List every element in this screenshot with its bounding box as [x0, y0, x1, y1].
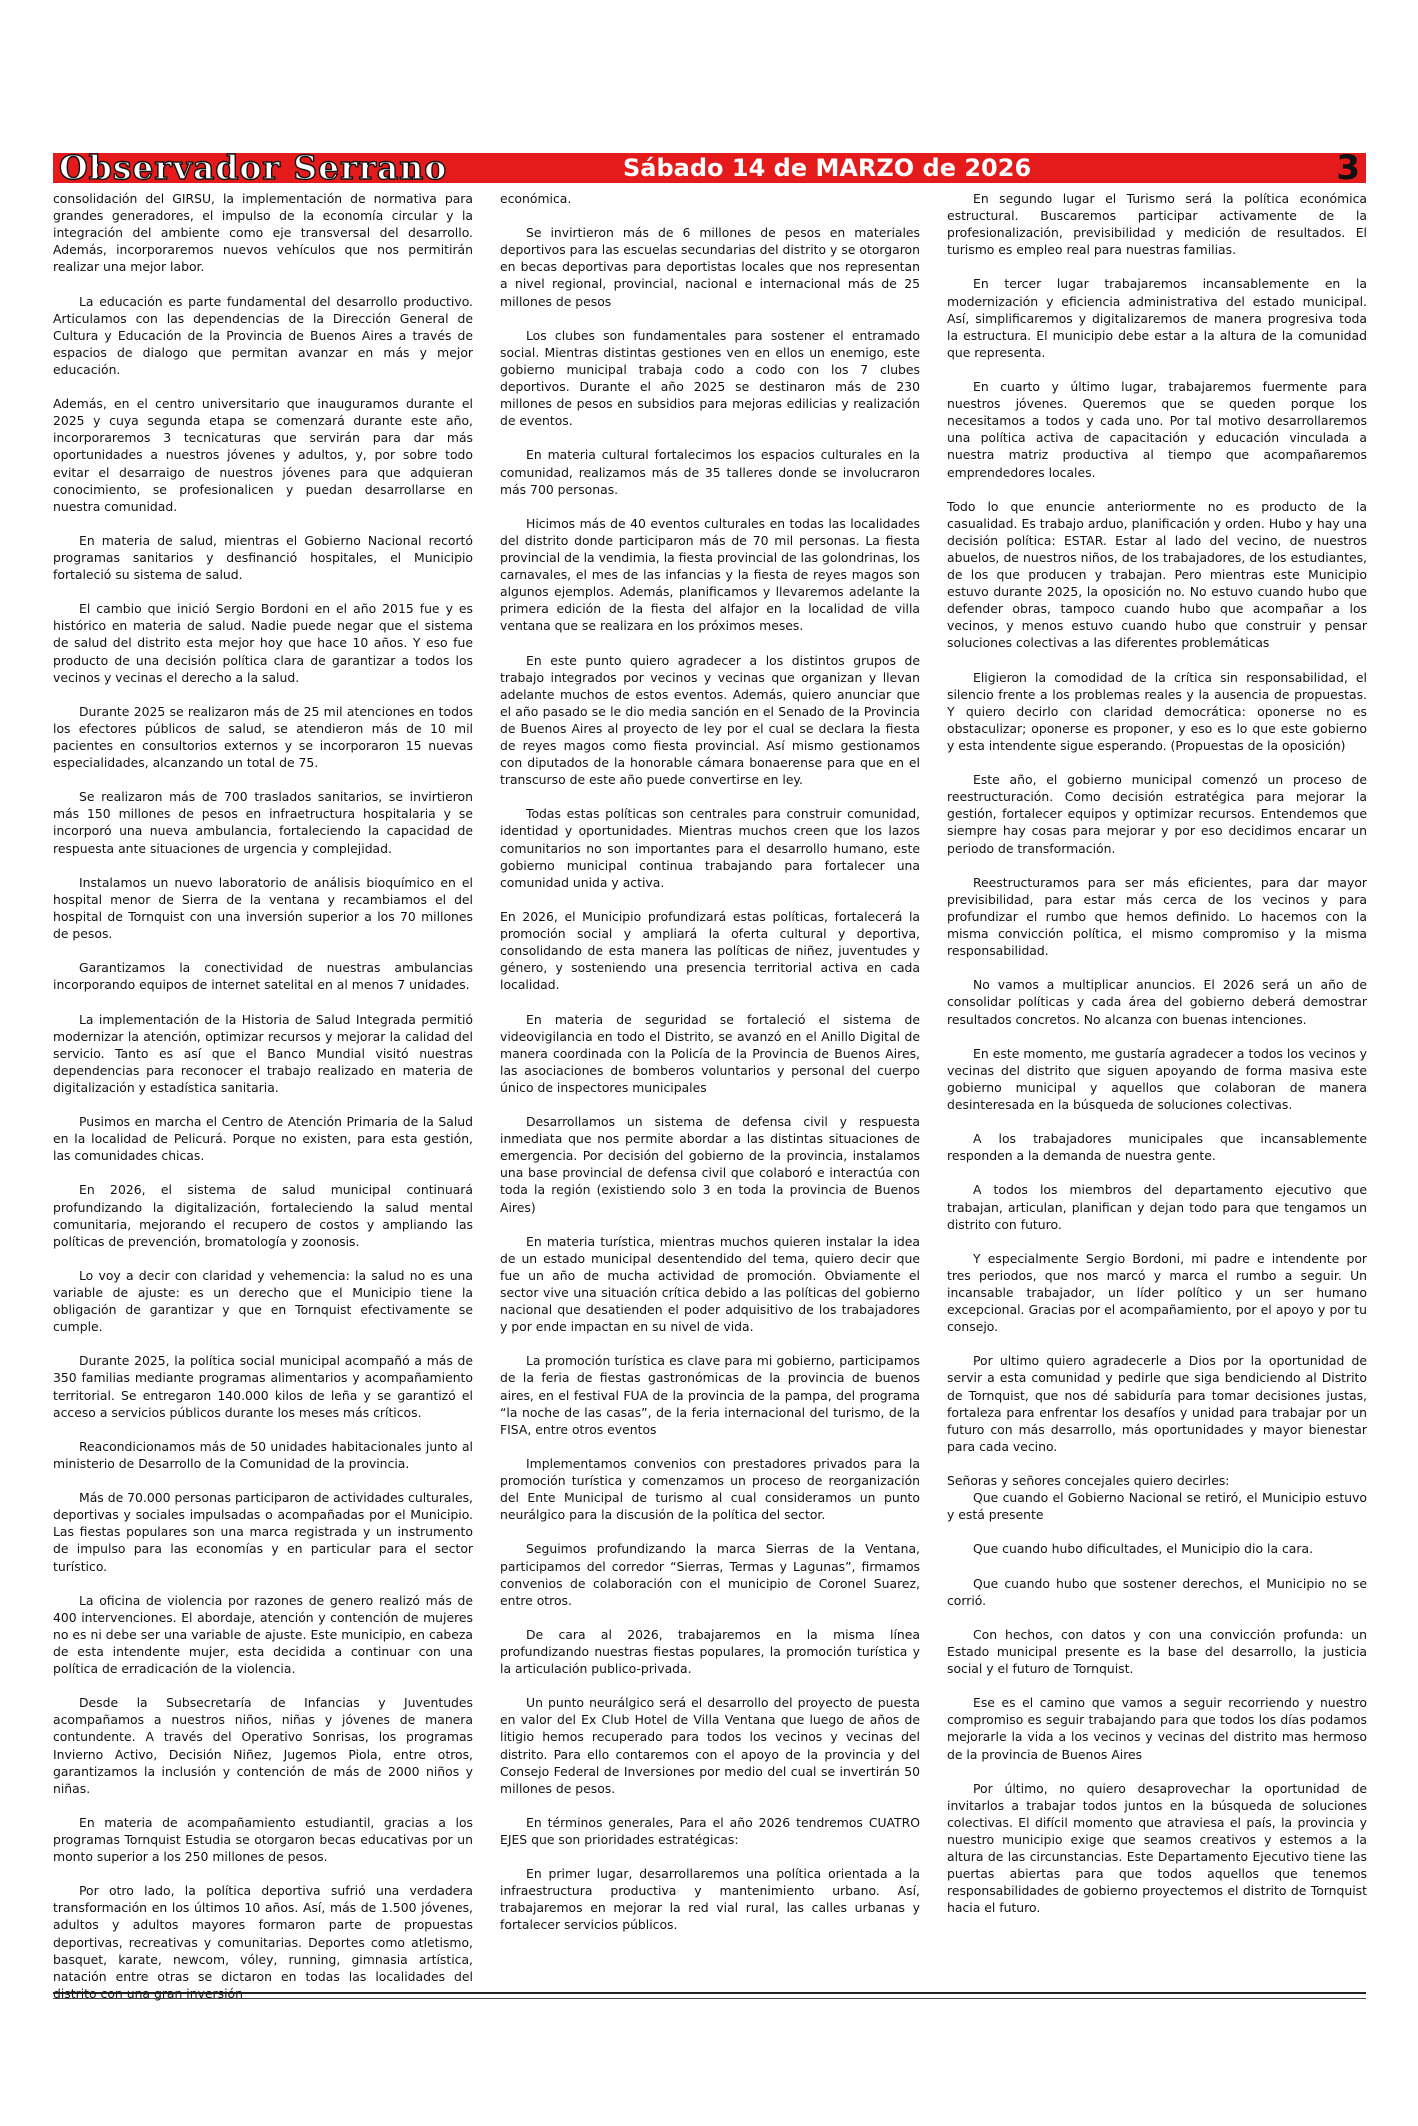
- paragraph: Instalamos un nuevo laboratorio de análisis bioquímico en el hospital menor de Sierra de la ventana y recambiamos el del hospital de Tornquist con una inversión superior a los 70 millones de pesos.: [53, 874, 473, 942]
- paragraph: Que cuando hubo que sostener derechos, el Municipio no se corrió.: [947, 1575, 1367, 1608]
- paragraph: La promoción turística es clave para mi gobierno, participamos de la feria de fiestas gastronómicas de la provincia de buenos aires, en el festival FUA de la provincia de la pampa, del programa “la noche de las casas”, de la feria internacional del turismo, de la FISA, entre otros eventos: [500, 1353, 920, 1437]
- paragraph: En 2026, el Municipio profundizará estas políticas, fortalecerá la promoción social y ampliará la oferta cultural y deportiva, consolidando de esta manera las políticas de niñez, juventudes y género, y sosteniendo una presencia territorial activa en cada localidad.: [500, 908, 920, 993]
- paragraph: Pusimos en marcha el Centro de Atención Primaria de la Salud en la localidad de Pelicurá. Porque no existen, para esta gestión, las comunidades chicas.: [53, 1114, 473, 1164]
- page-number: 3: [1336, 148, 1360, 188]
- paragraph: La oficina de violencia por razones de genero realizó más de 400 intervenciones. El abordaje, atención y contención de mujeres no es ni debe ser una variable de ajuste. Este municipio, en cabeza de esta intendente mujer, esta decidida a continuar con una política de erradicación de la violencia.: [53, 1592, 473, 1677]
- paragraph: Un punto neurálgico será el desarrollo del proyecto de puesta en valor del Ex Club Hotel de Villa Ventana que luego de años de litigio hemos recuperado para todos los vecinos y vecinas del distrito. Para ello contaremos con el apoyo de la provincia y del Consejo Federal de Inversiones por medio del cual se invertirán 50 millones de pesos.: [500, 1695, 920, 1796]
- masthead-title: Observador Serrano: [59, 148, 448, 187]
- article-column-1: [53, 190, 473, 2001]
- paragraph: Todo lo que enuncie anteriormente no es producto de la casualidad. Es trabajo arduo, planificación y orden. Hubo y hay una decisión política: ESTAR. Estar al lado del vecino, de nuestros abuelos, de nuestros niños, de los trabajadores, de los estudiantes, de los que producen y trabajan. Pero mientras este Municipio estuvo durante 2025, la oposición no. No estuvo cuando hubo que defender obras, tampoco cuando hubo que acompañar a los vecinos, y menos estuvo cuando hubo que construir y pensar soluciones colectivas a las diferentes problemáticas: [947, 498, 1367, 651]
- paragraph: Por ultimo quiero agradecerle a Dios por la oportunidad de servir a esta comunidad y pedirle que siga bendiciendo al Distrito de Tornquist, que nos dé sabiduría para tomar decisiones justas, fortaleza para enfrentar los desafíos y unidad para trabajar por un futuro con más desarrollo, más oportunidades y mayor bienestar para cada vecino.: [947, 1353, 1367, 1454]
- paragraph: En materia de salud, mientras el Gobierno Nacional recortó programas sanitarios y desfinanció hospitales, el Municipio fortaleció su sistema de salud.: [53, 532, 473, 583]
- paragraph: Además, en el centro universitario que inauguramos durante el 2025 y cuya segunda etapa se comenzará durante este año, incorporaremos 3 tecnicaturas que servirán para dar más oportunidades a nuestros jóvenes y adultos, y, por sobre todo evitar el desarraigo de nuestros jóvenes para que adquieran conocimiento, se profesionalicen y puedan desarrollarse en nuestra comunidad.: [53, 396, 473, 514]
- paragraph: Se invirtieron más de 6 millones de pesos en materiales deportivos para las escuelas secundarias del distrito y se otorgaron en becas deportivas para deportistas locales que nos representan a nivel regional, provincial, nacional e internacional más de 25 millones de pesos: [500, 225, 920, 309]
- article-column-3: [947, 190, 1367, 1988]
- paragraph: A los trabajadores municipales que incansablemente responden a la demanda de nuestra gente.: [947, 1131, 1367, 1164]
- paragraph: Por último, no quiero desaprovechar la oportunidad de invitarlos a trabajar todos juntos en la búsqueda de soluciones colectivas. El difícil momento que atraviesa el país, la provincia y nuestro municipio exige que seamos creativos y estemos a la altura de las circunstancias. Este Departamento Ejecutivo tiene las puertas abiertas para que todos aquellos que tenemos responsabilidades de gobierno proyectemos el distrito de Tornquist hacia el futuro.: [947, 1780, 1367, 1916]
- paragraph: Con hechos, con datos y con una convicción profunda: un Estado municipal presente es la base del desarrollo, la justicia social y el futuro de Tornquist.: [947, 1626, 1367, 1677]
- paragraph: Desde la Subsecretaría de Infancias y Juventudes acompañamos a nuestros niños, niñas y jóvenes de manera contundente. A través del Operativo Sonrisas, los programas Invierno Activo, Decisión Niñez, Jugemos Piola, entre otros, garantizamos la inclusión y contención de más de 2000 niños y niñas.: [53, 1695, 473, 1796]
- paragraph: En materia de seguridad se fortaleció el sistema de videovigilancia en todo el Distrito, se avanzó en el Anillo Digital de manera coordinada con la Policía de la Provincia de Buenos Aires, las asociaciones de bomberos voluntarios y personal del cuerpo único de inspectores municipales: [500, 1011, 920, 1095]
- paragraph: Se realizaron más de 700 traslados sanitarios, se invirtieron más 150 millones de pesos en infraetructura hospitalaria y se incorporó una nueva ambulancia, fortaleciendo la capacidad de respuesta ante situaciones de urgencia y complejidad.: [53, 789, 473, 856]
- paragraph: Que cuando el Gobierno Nacional se retiró, el Municipio estuvo y está presente: [947, 1490, 1367, 1523]
- paragraph: Durante 2025 se realizaron más de 25 mil atenciones en todos los efectores públicos de salud, se atendieron más de 10 mil pacientes en consultorios externos y se incorporaron 15 nuevas especialidades, alcanzando un total de 75.: [53, 703, 473, 771]
- paragraph: Seguimos profundizando la marca Sierras de la Ventana, participamos del corredor “Sierras, Termas y Lagunas”, firmamos convenios de colaboración con el municipio de Coronel Suarez, entre otros.: [500, 1541, 920, 1608]
- paragraph: En este momento, me gustaría agradecer a todos los vecinos y vecinas del distrito que siguen apoyando de forma masiva este gobierno municipal y aquellos que colaboran de manera desinteresada en la búsqueda de soluciones colectivas.: [947, 1045, 1367, 1112]
- paragraph: Implementamos convenios con prestadores privados para la promoción turística y comenzamos un proceso de reorganización del Ente Municipal de turismo al cual consideramos un punto neurálgico para la discusión de la política del sector.: [500, 1455, 920, 1523]
- paragraph: Eligieron la comodidad de la crítica sin responsabilidad, el silencio frente a los problemas reales y la ausencia de propuestas. Y quiero decirlo con claridad democrática: oponerse no es obstaculizar; oponerse es proponer, y eso es lo que este gobierno y esta intendente sigue esperando. (Propuestas de la oposición): [947, 669, 1367, 753]
- paragraph: En materia de acompañamiento estudiantil, gracias a los programas Tornquist Estudia se otorgaron becas educativas por un monto superior a los 250 millones de pesos.: [53, 1814, 473, 1865]
- paragraph: En términos generales, Para el año 2026 tendremos CUATRO EJES que son prioridades estratégicas:: [500, 1814, 920, 1847]
- paragraph: En primer lugar, desarrollaremos una política orientada a la infraestructura productiva y mantenimiento urbano. Así, trabajaremos en mejorar la red vial rural, las calles urbanas y fortalecer servicios públicos.: [500, 1866, 920, 1933]
- paragraph: En cuarto y último lugar, trabajaremos fuermente para nuestros jóvenes. Queremos que se queden porque los necesitamos a todos y cada uno. Por tal motivo desarrollaremos una política activa de capacitación y educación vinculada a nuestra matriz productiva al tiempo que acompañaremos emprendedores locales.: [947, 379, 1367, 480]
- paragraph: Señoras y señores concejales quiero decirles:: [947, 1473, 1230, 1489]
- paragraph: Más de 70.000 personas participaron de actividades culturales, deportivas y sociales impulsadas o acompañadas por el Municipio. Las fiestas populares son una marca registrada y un instrumento de impulso para las economías y en particular para el sector turístico.: [53, 1490, 473, 1574]
- paragraph: Los clubes son fundamentales para sostener el entramado social. Mientras distintas gestiones ven en ellos un enemigo, este gobierno municipal trabaja codo a codo con los 7 clubes deportivos. Durante el año 2025 se destinaron más de 230 millones de pesos en subsidios para mejoras edilicias y realización de eventos.: [500, 327, 920, 429]
- paragraph: De cara al 2026, trabajaremos en la misma línea profundizando nuestras fiestas populares, la promoción turística y la articulación publico-privada.: [500, 1626, 920, 1677]
- page-header: [53, 148, 1366, 188]
- paragraph: consolidación del GIRSU, la implementación de normativa para grandes generadores, el impulso de la economía circular y la integración del ambiente como eje transversal del desarrollo. Además, incorporaremos nuevos vehículos que nos permitirán realizar una mejor labor.: [53, 191, 473, 275]
- paragraph: Por otro lado, la política deportiva sufrió una verdadera transformación en los últimos 10 años. Así, más de 1.500 jóvenes, adultos y adultos mayores formaron parte de propuestas deportivas, recreativas y comunitarias. Deportes como atletismo, basquet, karate, newcom, vóley, running, gimnasia artística, natación entre otras se dictaron en todas las localidades del distrito con una gran inversión: [53, 1883, 473, 2001]
- paragraph: Lo voy a decir con claridad y vehemencia: la salud no es una variable de ajuste: es un derecho que el Municipio tiene la obligación de garantizar y que en Tornquist efectivamente se cumple.: [53, 1267, 473, 1335]
- paragraph: El cambio que inició Sergio Bordoni en el año 2015 fue y es histórico en materia de salud. Nadie puede negar que el sistema de salud del distrito esta mejor hoy que hace 10 años. Y eso fue producto de una decisión política clara de garantizar a todos los vecinos y vecinas el derecho a la salud.: [53, 601, 473, 685]
- paragraph: Hicimos más de 40 eventos culturales en todas las localidades del distrito donde participaron más de 70 mil personas. La fiesta provincial de la vendimia, la fiesta provincial de las golondrinas, los carnavales, el mes de las infancias y la fiesta de reyes magos son algunos ejemplos. Además, planificamos y llevaremos adelante la primera edición de la fiesta del alfajor en la localidad de villa ventana que se realizara en los próximos meses.: [500, 515, 920, 634]
- paragraph: En tercer lugar trabajaremos incansablemente en la modernización y eficiencia administrativa del estado municipal. Así, simplificaremos y digitalizaremos de manera progresiva toda la estructura. El municipio debe estar a la altura de la comunidad que representa.: [947, 276, 1367, 360]
- paragraph: Durante 2025, la política social municipal acompañó a más de 350 familias mediante programas alimentarios y acompañamiento territorial. Se entregaron 140.000 kilos de leña y se garantizó el acceso a servicios públicos durante los meses más críticos.: [53, 1353, 473, 1420]
- paragraph: Y especialmente Sergio Bordoni, mi padre e intendente por tres periodos, que nos marcó y marca el rumbo a seguir. Un incansable trabajador, un líder político y un ser humano excepcional. Gracias por el acompañamiento, por el apoyo y por tu consejo.: [947, 1250, 1367, 1335]
- paragraph: En materia cultural fortalecimos los espacios culturales en la comunidad, realizamos más de 35 talleres donde se involucraron más 700 personas.: [500, 447, 920, 497]
- footer-rule: [53, 1992, 1366, 1994]
- paragraph: En 2026, el sistema de salud municipal continuará profundizando la digitalización, fortaleciendo la salud mental comunitaria, mejorando el recupero de costos y ampliando las políticas de prevención, bromatología y zoonosis.: [53, 1182, 473, 1249]
- issue-date: Sábado 14 de MARZO de 2026: [623, 154, 1032, 182]
- paragraph: A todos los miembros del departamento ejecutivo que trabajan, articulan, planifican y dejan todo para que tengamos un distrito con futuro.: [947, 1182, 1367, 1232]
- paragraph: Garantizamos la conectividad de nuestras ambulancias incorporando equipos de internet satelital en al menos 7 unidades.: [53, 960, 473, 993]
- paragraph: económica.: [500, 191, 572, 206]
- paragraph: Ese es el camino que vamos a seguir recorriendo y nuestro compromiso es seguir trabajando para que todos los días podamos mejorarle la vida a los vecinos y vecinas del distrito mas hermoso de la provincia de Buenos Aires: [947, 1695, 1367, 1762]
- paragraph: Reacondicionamos más de 50 unidades habitacionales junto al ministerio de Desarrollo de la Comunidad de la provincia.: [53, 1438, 473, 1471]
- paragraph: Que cuando hubo dificultades, el Municipio dio la cara.: [973, 1541, 1314, 1557]
- article-column-2: [500, 190, 920, 1988]
- paragraph: En materia turística, mientras muchos quieren instalar la idea de un estado municipal desentendido del tema, quiero decir que fue un año de mucha actividad de promoción. Obviamente el sector vive una situación crítica debido a las políticas del gobierno nacional que desatienden el poder adquisitivo de los trabajadores y por ende impactan en su nivel de vida.: [500, 1233, 920, 1335]
- paragraph: La educación es parte fundamental del desarrollo productivo. Articulamos con las dependencias de la Dirección General de Cultura y Educación de la Provincia de Buenos Aires a través de espacios de dialogo que permitan avanzar en más y mejor educación.: [53, 293, 473, 377]
- paragraph: Reestructuramos para ser más eficientes, para dar mayor previsibilidad, para estar más cerca de los vecinos y para profundizar el rumbo que hemos definido. Lo hacemos con la misma convicción política, el mismo compromiso y la misma responsabilidad.: [947, 874, 1367, 959]
- paragraph: Desarrollamos un sistema de defensa civil y respuesta inmediata que nos permite abordar a las distintas situaciones de emergencia. Por decisión del gobierno de la provincia, instalamos una base provincial de defensa civil que colaboró e interactúa con toda la región (existiendo solo 3 en toda la provincia de Buenos Aires): [500, 1114, 920, 1215]
- paragraph: En segundo lugar el Turismo será la política económica estructural. Buscaremos participar activamente de la profesionalización, previsibilidad y medición de resultados. El turismo es empleo real para nuestras familias.: [947, 191, 1367, 258]
- paragraph: En este punto quiero agradecer a los distintos grupos de trabajo integrados por vecinos y vecinas que organizan y llevan adelante muchos de estos eventos. Además, quiero anunciar que el año pasado se le dio media sanción en el Senado de la Provincia de Buenos Aires al proyecto de ley por el cual se declara la fiesta de reyes magos como fiesta provincial. Así mismo gestionamos con diputados de la honorable cámara bonaerense para que en el transcurso de este año puede convertirse en ley.: [500, 652, 920, 788]
- paragraph: La implementación de la Historia de Salud Integrada permitió modernizar la atención, optimizar recursos y mejorar la calidad del servicio. Tanto es así que el Banco Mundial visitó nuestras dependencias para reconocer el trabajo realizado en materia de digitalización y estadística sanitaria.: [53, 1011, 473, 1095]
- paragraph: Este año, el gobierno municipal comenzó un proceso de reestructuración. Como decisión estratégica para mejorar la gestión, fortalecer equipos y optimizar recursos. Entendemos que siempre hay cosas para mejorar y por eso decidimos encarar un periodo de transformación.: [947, 772, 1367, 856]
- paragraph: No vamos a multiplicar anuncios. El 2026 será un año de consolidar políticas y cada área del gobierno deberá demostrar resultados concretos. No alcanza con buenas intenciones.: [947, 977, 1367, 1027]
- footer-rule-thin: [53, 1998, 1366, 1999]
- paragraph: Todas estas políticas son centrales para construir comunidad, identidad y oportunidades. Mientras muchos creen que los lazos comunitarios no son importantes para el desarrollo humano, este gobierno municipal continua trabajando para fortalecer una comunidad unida y activa.: [500, 806, 920, 890]
